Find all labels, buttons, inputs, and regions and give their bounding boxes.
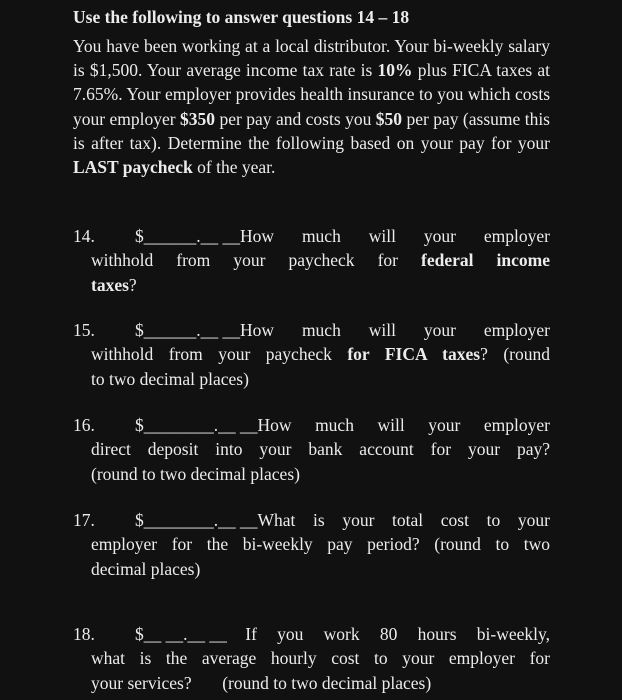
prompt-line bbox=[91, 248, 550, 272]
emphasis-text: LAST paycheck bbox=[73, 157, 193, 178]
intro-paragraph bbox=[73, 34, 550, 179]
emphasis-text: 10% bbox=[377, 60, 413, 81]
answer-blank: $__ __.__ __ bbox=[135, 624, 232, 644]
word: employer bbox=[483, 320, 550, 340]
word: much bbox=[315, 415, 354, 435]
prompt-text: (round to two decimal places) bbox=[91, 463, 300, 484]
answer-blank: $______.__ __ bbox=[135, 320, 240, 340]
prompt-text: withhold from your paycheck for bbox=[91, 250, 422, 271]
word: How bbox=[240, 320, 275, 340]
answer-blank: $______.__ __ bbox=[135, 226, 240, 246]
word: What bbox=[257, 510, 296, 530]
question-number: 16. bbox=[73, 415, 95, 435]
prompt-line bbox=[91, 462, 550, 486]
word: your bbox=[423, 320, 456, 340]
question-number: 14. bbox=[73, 226, 95, 246]
word: will bbox=[377, 415, 405, 435]
question-first-line bbox=[73, 413, 550, 437]
answer-blank: $________.__ __ bbox=[135, 510, 258, 530]
question-prompt-continued bbox=[73, 646, 550, 695]
intro-text: of the year. bbox=[192, 157, 276, 178]
question-first-line bbox=[73, 508, 550, 532]
question-prompt-continued bbox=[73, 437, 550, 486]
emphasis-text: for FICA taxes bbox=[347, 344, 481, 365]
prompt-text: decimal places) bbox=[91, 558, 201, 579]
question-prompt-continued bbox=[73, 342, 550, 391]
word: to bbox=[486, 510, 501, 530]
question-prompt-start bbox=[258, 508, 551, 532]
prompt-line bbox=[91, 273, 550, 297]
intro-text: per pay (assume this is after tax). Determine the following based on your pay for your bbox=[73, 108, 550, 153]
word: How bbox=[240, 226, 275, 246]
word: much bbox=[301, 320, 341, 340]
question-number: 18. bbox=[73, 624, 95, 644]
question-prompt-start bbox=[240, 318, 550, 342]
question-first-line bbox=[73, 318, 550, 342]
question-prompt-start bbox=[240, 224, 550, 248]
question-number: 15. bbox=[73, 320, 95, 340]
word: hours bbox=[417, 624, 457, 644]
emphasis-text: federal income bbox=[421, 250, 550, 271]
prompt-text: your services? (round to two decimal places) bbox=[91, 672, 432, 693]
question-first-line bbox=[73, 224, 550, 248]
word: employer bbox=[483, 415, 550, 435]
word: your bbox=[342, 510, 375, 530]
word: is bbox=[313, 510, 325, 530]
prompt-text: withhold from your paycheck bbox=[91, 344, 348, 365]
prompt-line bbox=[91, 557, 550, 581]
word: will bbox=[368, 226, 396, 246]
prompt-text: ? (round bbox=[480, 344, 550, 365]
prompt-text: direct deposit into your bank account for your pay? bbox=[91, 439, 550, 460]
word: employer bbox=[483, 226, 550, 246]
question-17 bbox=[73, 508, 550, 581]
word: work bbox=[323, 624, 360, 644]
question-prompt-continued bbox=[73, 248, 550, 297]
prompt-line bbox=[91, 342, 550, 366]
prompt-line bbox=[91, 437, 550, 461]
emphasis-text: $50 bbox=[375, 108, 403, 129]
section-heading: Use the following to answer questions 14 – 18 bbox=[73, 7, 410, 27]
prompt-line bbox=[91, 367, 550, 391]
prompt-text: what is the average hourly cost to your employer for bbox=[91, 648, 550, 669]
question-first-line bbox=[73, 622, 550, 646]
word: you bbox=[277, 624, 304, 644]
question-14 bbox=[73, 224, 550, 297]
intro-text: per pay and costs you bbox=[215, 108, 376, 129]
prompt-line bbox=[91, 532, 550, 556]
emphasis-text: $350 bbox=[180, 108, 216, 129]
prompt-line bbox=[91, 671, 550, 695]
word: much bbox=[301, 226, 341, 246]
word: your bbox=[517, 510, 550, 530]
question-prompt-start bbox=[245, 622, 550, 646]
word: your bbox=[423, 226, 456, 246]
question-16 bbox=[73, 413, 550, 486]
word: 80 bbox=[379, 624, 398, 644]
question-18 bbox=[73, 622, 550, 695]
prompt-line bbox=[91, 646, 550, 670]
prompt-text: employer for the bi-weekly pay period? (round to two bbox=[91, 534, 550, 555]
question-prompt-continued bbox=[73, 532, 550, 581]
prompt-text: ? bbox=[128, 274, 137, 295]
word: How bbox=[257, 415, 292, 435]
answer-blank: $________.__ __ bbox=[135, 415, 258, 435]
question-prompt-start bbox=[258, 413, 551, 437]
word: your bbox=[428, 415, 461, 435]
intro-text: plus FICA taxes at 7.65%. Your employer provides health insurance to you which costs your employer bbox=[73, 60, 550, 129]
word: cost bbox=[440, 510, 469, 530]
question-number: 17. bbox=[73, 510, 95, 530]
intro-text: You have been working at a local distributor. Your bi-weekly salary is $1,500. Your average income tax rate is bbox=[73, 36, 550, 81]
word: will bbox=[368, 320, 396, 340]
question-15 bbox=[73, 318, 550, 391]
word: If bbox=[245, 624, 257, 644]
word: bi-weekly, bbox=[476, 624, 550, 644]
emphasis-text: taxes bbox=[91, 274, 129, 295]
prompt-text: to two decimal places) bbox=[91, 368, 249, 389]
word: total bbox=[392, 510, 424, 530]
